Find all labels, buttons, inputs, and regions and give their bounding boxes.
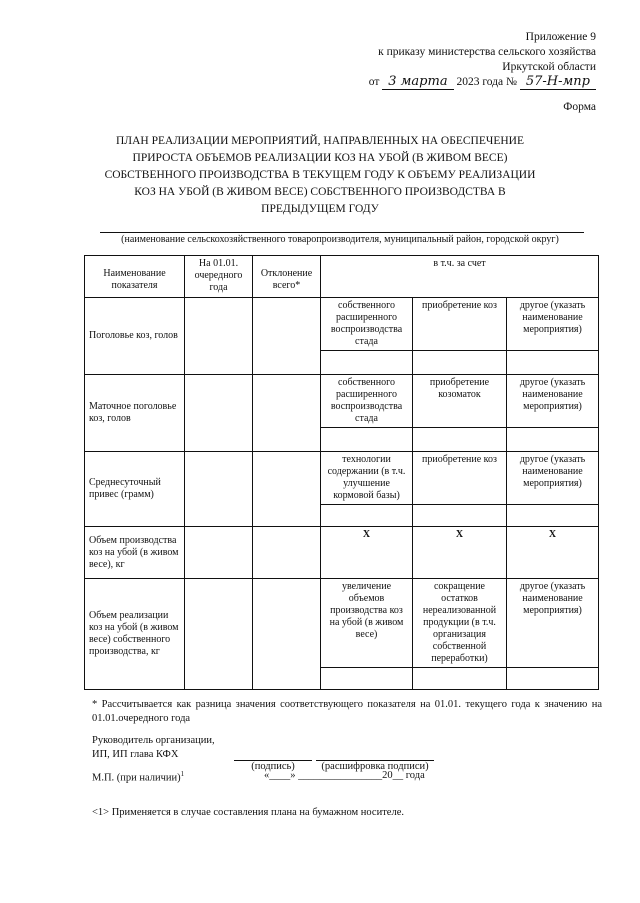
stamp-text: М.П. (при наличии) <box>92 772 181 784</box>
signature-decode-caption: (расшифровка подписи) <box>321 761 429 772</box>
value-cell[interactable] <box>185 298 253 375</box>
value-cell[interactable] <box>185 579 253 690</box>
table-row <box>85 298 599 351</box>
order-line: к приказу министерства сельского хозяйства <box>378 46 596 58</box>
table-row <box>85 375 599 428</box>
value-cell[interactable] <box>321 668 413 690</box>
sub-header: технологии содержании (в т.ч. улучшение кормовой базы) <box>321 452 413 505</box>
signer-title-line2: ИП, ИП глава КФХ <box>92 749 179 760</box>
region-line: Иркутской области <box>502 61 596 73</box>
value-cell[interactable] <box>507 668 599 690</box>
value-cell[interactable] <box>321 428 413 452</box>
order-date-line <box>369 74 596 90</box>
signer-title-line1: Руководитель организации, <box>92 735 215 746</box>
sub-header: другое (указать наименование мероприятия) <box>507 375 599 428</box>
year-text: 2023 года № <box>456 76 517 88</box>
producer-name-line <box>100 232 584 233</box>
sub-header: приобретение коз <box>413 452 507 505</box>
value-cell[interactable] <box>185 452 253 527</box>
producer-caption: (наименование сельскохозяйственного товаропроизводителя, муниципальный район, городской округ) <box>121 234 559 245</box>
header-deviation: Отклонение всего* <box>253 256 321 298</box>
value-cell[interactable] <box>321 351 413 375</box>
signature-date-line: «____» ________________20__ года <box>264 770 425 781</box>
x-mark: Х <box>321 527 413 579</box>
value-cell[interactable] <box>185 375 253 452</box>
appendix-label: Приложение 9 <box>525 31 596 43</box>
value-cell[interactable] <box>413 505 507 527</box>
row-label: Поголовье коз, голов <box>85 298 185 375</box>
row-label: Среднесуточный привес (грамм) <box>85 452 185 527</box>
plan-table <box>84 255 599 690</box>
header-including: в т.ч. за счет <box>321 256 599 298</box>
value-cell[interactable] <box>253 579 321 690</box>
sub-header: другое (указать наименование мероприятия) <box>507 298 599 351</box>
sub-header: собственного расширенного воспроизводства стада <box>321 298 413 351</box>
x-mark: Х <box>507 527 599 579</box>
stamp-footnote-ref: 1 <box>180 770 185 778</box>
sub-header: приобретение козоматок <box>413 375 507 428</box>
value-cell[interactable] <box>253 298 321 375</box>
table-row <box>85 579 599 668</box>
handwritten-date: 3 марта <box>382 74 453 90</box>
sub-header: сокращение остатков нереализованной продукции (в т.ч. организация собственной переработки) <box>413 579 507 668</box>
value-cell[interactable] <box>413 351 507 375</box>
table-header-row <box>85 256 599 298</box>
document-title: ПЛАН РЕАЛИЗАЦИИ МЕРОПРИЯТИЙ, НАПРАВЛЕННЫХ НА ОБЕСПЕЧЕНИЕ ПРИРОСТА ОБЪЕМОВ РЕАЛИЗАЦИИ КОЗ НА УБОЙ (В ЖИВОМ ВЕСЕ) СОБСТВЕННОГО ПРОИЗВОДСТВА В ТЕКУЩЕМ ГОДУ К ОБЪЕМУ РЕАЛИЗАЦИИ КОЗ НА УБОЙ (В ЖИВОМ ВЕСЕ) СОБСТВЕННОГО ПРОИЗВОДСТВА В ПРЕДЫДУЩЕМ ГОДУ <box>104 135 536 215</box>
value-cell[interactable] <box>253 452 321 527</box>
value-cell[interactable] <box>507 351 599 375</box>
row-label: Объем реализации коз на убой (в живом весе) собственного производства, кг <box>85 579 185 690</box>
sub-header: собственного расширенного воспроизводства стада <box>321 375 413 428</box>
stamp-label <box>92 770 184 784</box>
sub-header: приобретение коз <box>413 298 507 351</box>
value-cell[interactable] <box>253 375 321 452</box>
handwritten-number: 57-Н-мпр <box>520 74 596 90</box>
sub-header: другое (указать наименование мероприятия) <box>507 452 599 505</box>
date-prefix: от <box>368 76 380 88</box>
signature-caption: (подпись) <box>251 761 295 772</box>
value-cell[interactable] <box>253 527 321 579</box>
sub-header: увеличение объемов производства коз на убой (в живом весе) <box>321 579 413 668</box>
row-label: Маточное поголовье коз, голов <box>85 375 185 452</box>
row-label: Объем производства коз на убой (в живом весе), кг <box>85 527 185 579</box>
value-cell[interactable] <box>185 527 253 579</box>
value-cell[interactable] <box>413 428 507 452</box>
value-cell[interactable] <box>507 428 599 452</box>
table-row <box>85 452 599 505</box>
header-jan1: На 01.01. очередного года <box>185 256 253 298</box>
form-label: Форма <box>563 101 596 113</box>
paper-note: <1> Применяется в случае составления плана на бумажном носителе. <box>92 807 404 818</box>
table-row <box>85 527 599 579</box>
sub-header: другое (указать наименование мероприятия) <box>507 579 599 668</box>
value-cell[interactable] <box>413 668 507 690</box>
value-cell[interactable] <box>507 505 599 527</box>
value-cell[interactable] <box>321 505 413 527</box>
header-name: Наименование показателя <box>85 256 185 298</box>
x-mark: Х <box>413 527 507 579</box>
footnote: * Рассчитывается как разница значения соответствующего показателя на 01.01. текущего года к значению на 01.01.очередного года <box>92 699 602 724</box>
